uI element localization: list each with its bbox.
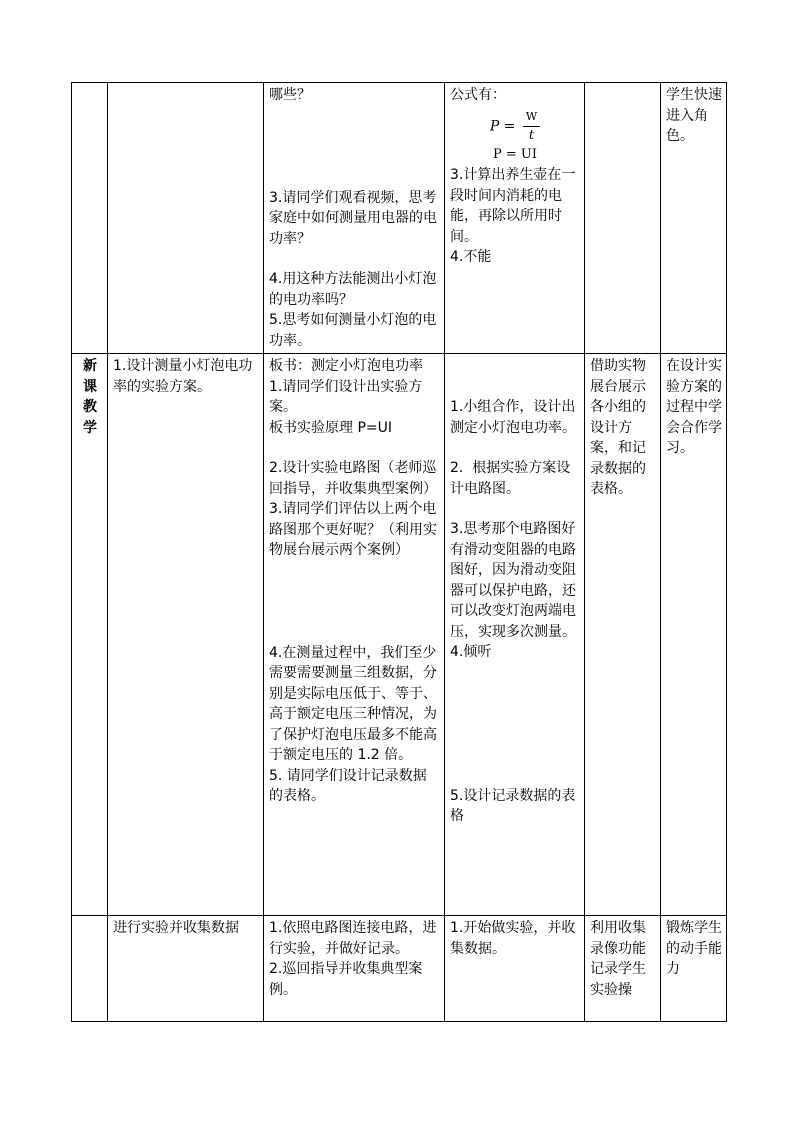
student-text: 1.开始做实验，并收集数据。 [450,920,576,957]
student-text: 公式有： [450,87,506,103]
teacher-text: 2.设计实验电路图（老师巡回指导，并收集典型案例） [269,460,437,497]
fraction-denominator: t [528,127,535,143]
teacher-text: 1.请同学们设计出实验方案。 [269,378,423,415]
intent-text: 锻炼学生的动手能力 [666,920,722,977]
formula-equals: = [499,118,520,134]
student-activity-cell [445,916,585,1022]
teacher-text: 板书：测定小灯泡电功率 [269,358,423,374]
step-cell [108,916,264,1022]
student-text: 3.思考那个电路图好 [450,521,576,537]
student-text: 有滑动变阻器的电路图好，因为滑动变阻器可以保护电路，还可以改变灯泡两端电压，实现多次测量。 [450,541,576,640]
power-formula-fraction [450,108,580,145]
intent-text: 学生快速进入角色。 [666,87,722,144]
teacher-text: 5. 请同学们设计记录数据的表格。 [269,767,427,804]
fraction-numerator: W [523,108,540,127]
media-text: 借助实物展台展示各小组的设计方案，和记录数据的表格。 [590,358,646,497]
student-text: 1.小组合作，设计出测定小灯泡电功率。 [450,399,576,436]
teacher-text: 3.请同学们评估以上两个电路图那个更好呢？（利用实物展台展示两个案例） [269,501,437,558]
media-cell [585,83,661,354]
step-text: 1.设计测量小灯泡电功率的实验方案。 [113,358,253,395]
media-text: 利用收集录像功能记录学生实验操 [590,920,646,998]
teacher-text: 4.用这种方法能测出小灯泡的电功率吗？ [269,271,437,308]
student-text: 2. 根据实验方案设计电路图。 [450,460,571,497]
formula-symbol: P [489,118,500,134]
teacher-text: 2.巡回指导并收集典型案例。 [269,961,423,998]
intent-cell [661,83,727,354]
step-cell [108,83,264,354]
media-cell [585,916,661,1022]
teacher-activity-cell [264,916,445,1022]
student-activity-cell [445,83,585,354]
teacher-text: 1.依照电路图连接电路，进行实验，并做好记录。 [269,920,437,957]
power-formula-ui: P = UI [493,146,537,162]
table-row [72,916,727,1022]
intent-cell [661,916,727,1022]
stage-cell [72,354,108,916]
table-row [72,83,727,354]
table-row [72,354,727,916]
student-text: 4.不能 [450,249,492,265]
fraction [523,108,540,145]
student-text: 5.设计记录数据的表格 [450,787,576,824]
stage-label: 新课教学 [83,358,97,436]
teacher-activity-cell [264,354,445,916]
student-text: 4.倾听 [450,644,492,660]
stage-cell [72,83,108,354]
step-cell [108,354,264,916]
teacher-activity-cell [264,83,445,354]
teacher-text: 哪些？ [269,87,311,103]
step-text: 进行实验并收集数据 [113,920,239,936]
student-text: 3.计算出养生壶在一段时间内消耗的电能，再除以所用时间。 [450,167,576,245]
intent-text: 在设计实验方案的过程中学会合作学习。 [666,358,722,456]
media-cell [585,354,661,916]
intent-cell [661,354,727,916]
teacher-text: 板书实验原理 P=UI [269,419,392,436]
stage-cell [72,916,108,1022]
student-activity-cell [445,354,585,916]
teacher-text: 5.思考如何测量小灯泡的电功率。 [269,312,437,349]
teacher-text: 3.请同学们观看视频，思考家庭中如何测量用电器的电功率？ [269,189,437,247]
teacher-text: 4.在测量过程中，我们至少需要需要测量三组数据，分别是实际电压低于、等于、高于额定电压三种情况，为了保护灯泡电压最多不能高于额定电压的 1.2 倍。 [269,644,437,763]
lesson-plan-table [71,82,727,1022]
